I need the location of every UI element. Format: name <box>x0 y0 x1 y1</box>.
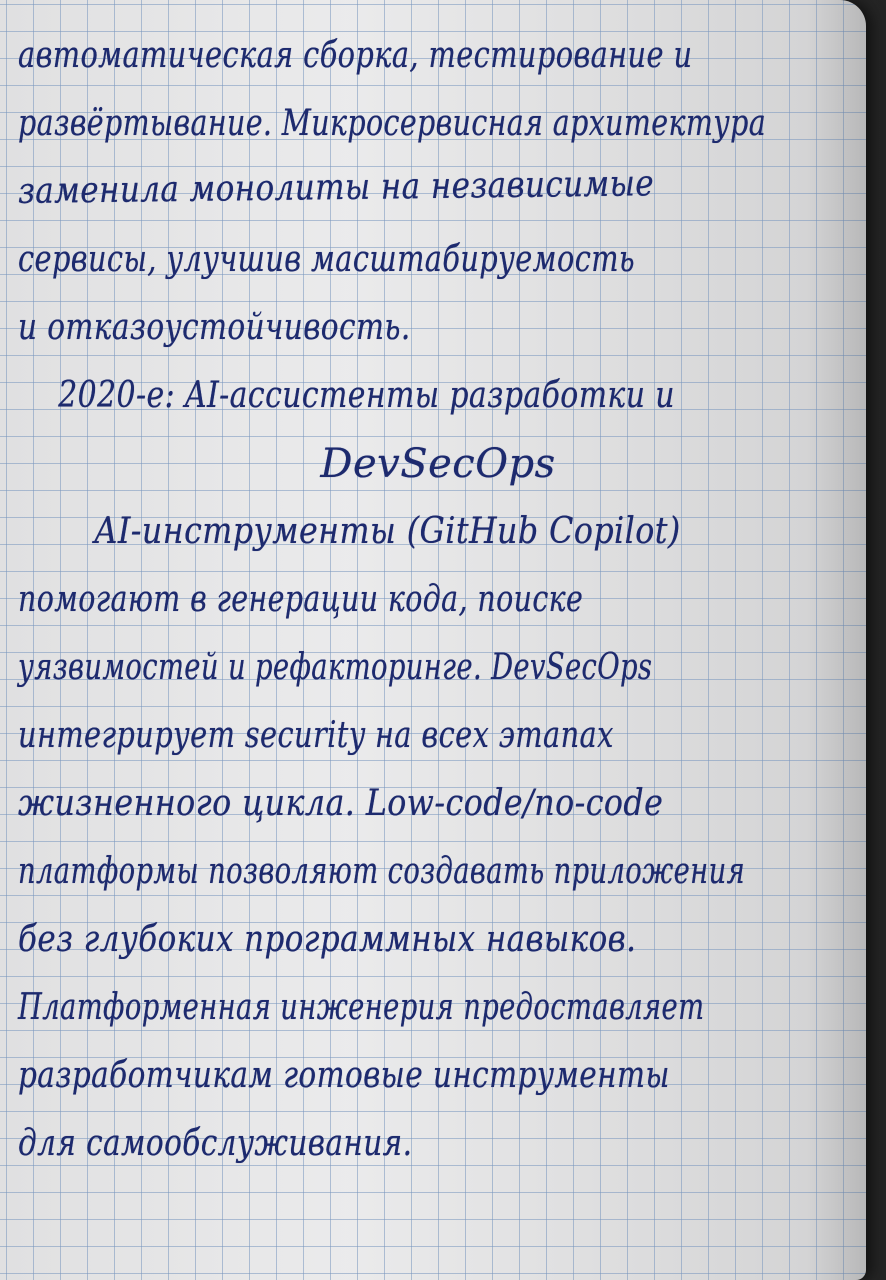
note-line: разработчикам готовые инструменты <box>18 1055 670 1096</box>
note-line: жизненного цикла. Low-code/no-code <box>18 783 664 824</box>
note-line: помогают в генерации кода, поиске <box>18 579 584 620</box>
section-heading-continued: DevSecOps <box>320 441 556 487</box>
section-heading: 2020-е: AI-ассистенты разработки и <box>58 375 675 416</box>
note-line: сервисы, улучшив масштабируемость <box>18 239 636 280</box>
note-line: развёртывание. Микросервисная архитектура <box>18 103 767 144</box>
note-line: и отказоустойчивость. <box>18 307 411 348</box>
note-line: автоматическая сборка, тестирование и <box>18 35 693 76</box>
note-line: интегрирует security на всех этапах <box>18 715 614 756</box>
note-line: уязвимостей и рефакторинге. DevSecOps <box>18 647 653 688</box>
note-line: AI-инструменты (GitHub Copilot) <box>94 511 681 552</box>
note-line: заменила монолиты на независимые <box>17 163 655 212</box>
note-line: платформы позволяют создавать приложения <box>18 851 746 892</box>
note-line: без глубоких программных навыков. <box>18 919 637 960</box>
note-line: Платформенная инженерия предоставляет <box>18 987 705 1028</box>
note-line: для самообслуживания. <box>18 1123 413 1164</box>
handwritten-notes <box>18 22 858 1178</box>
